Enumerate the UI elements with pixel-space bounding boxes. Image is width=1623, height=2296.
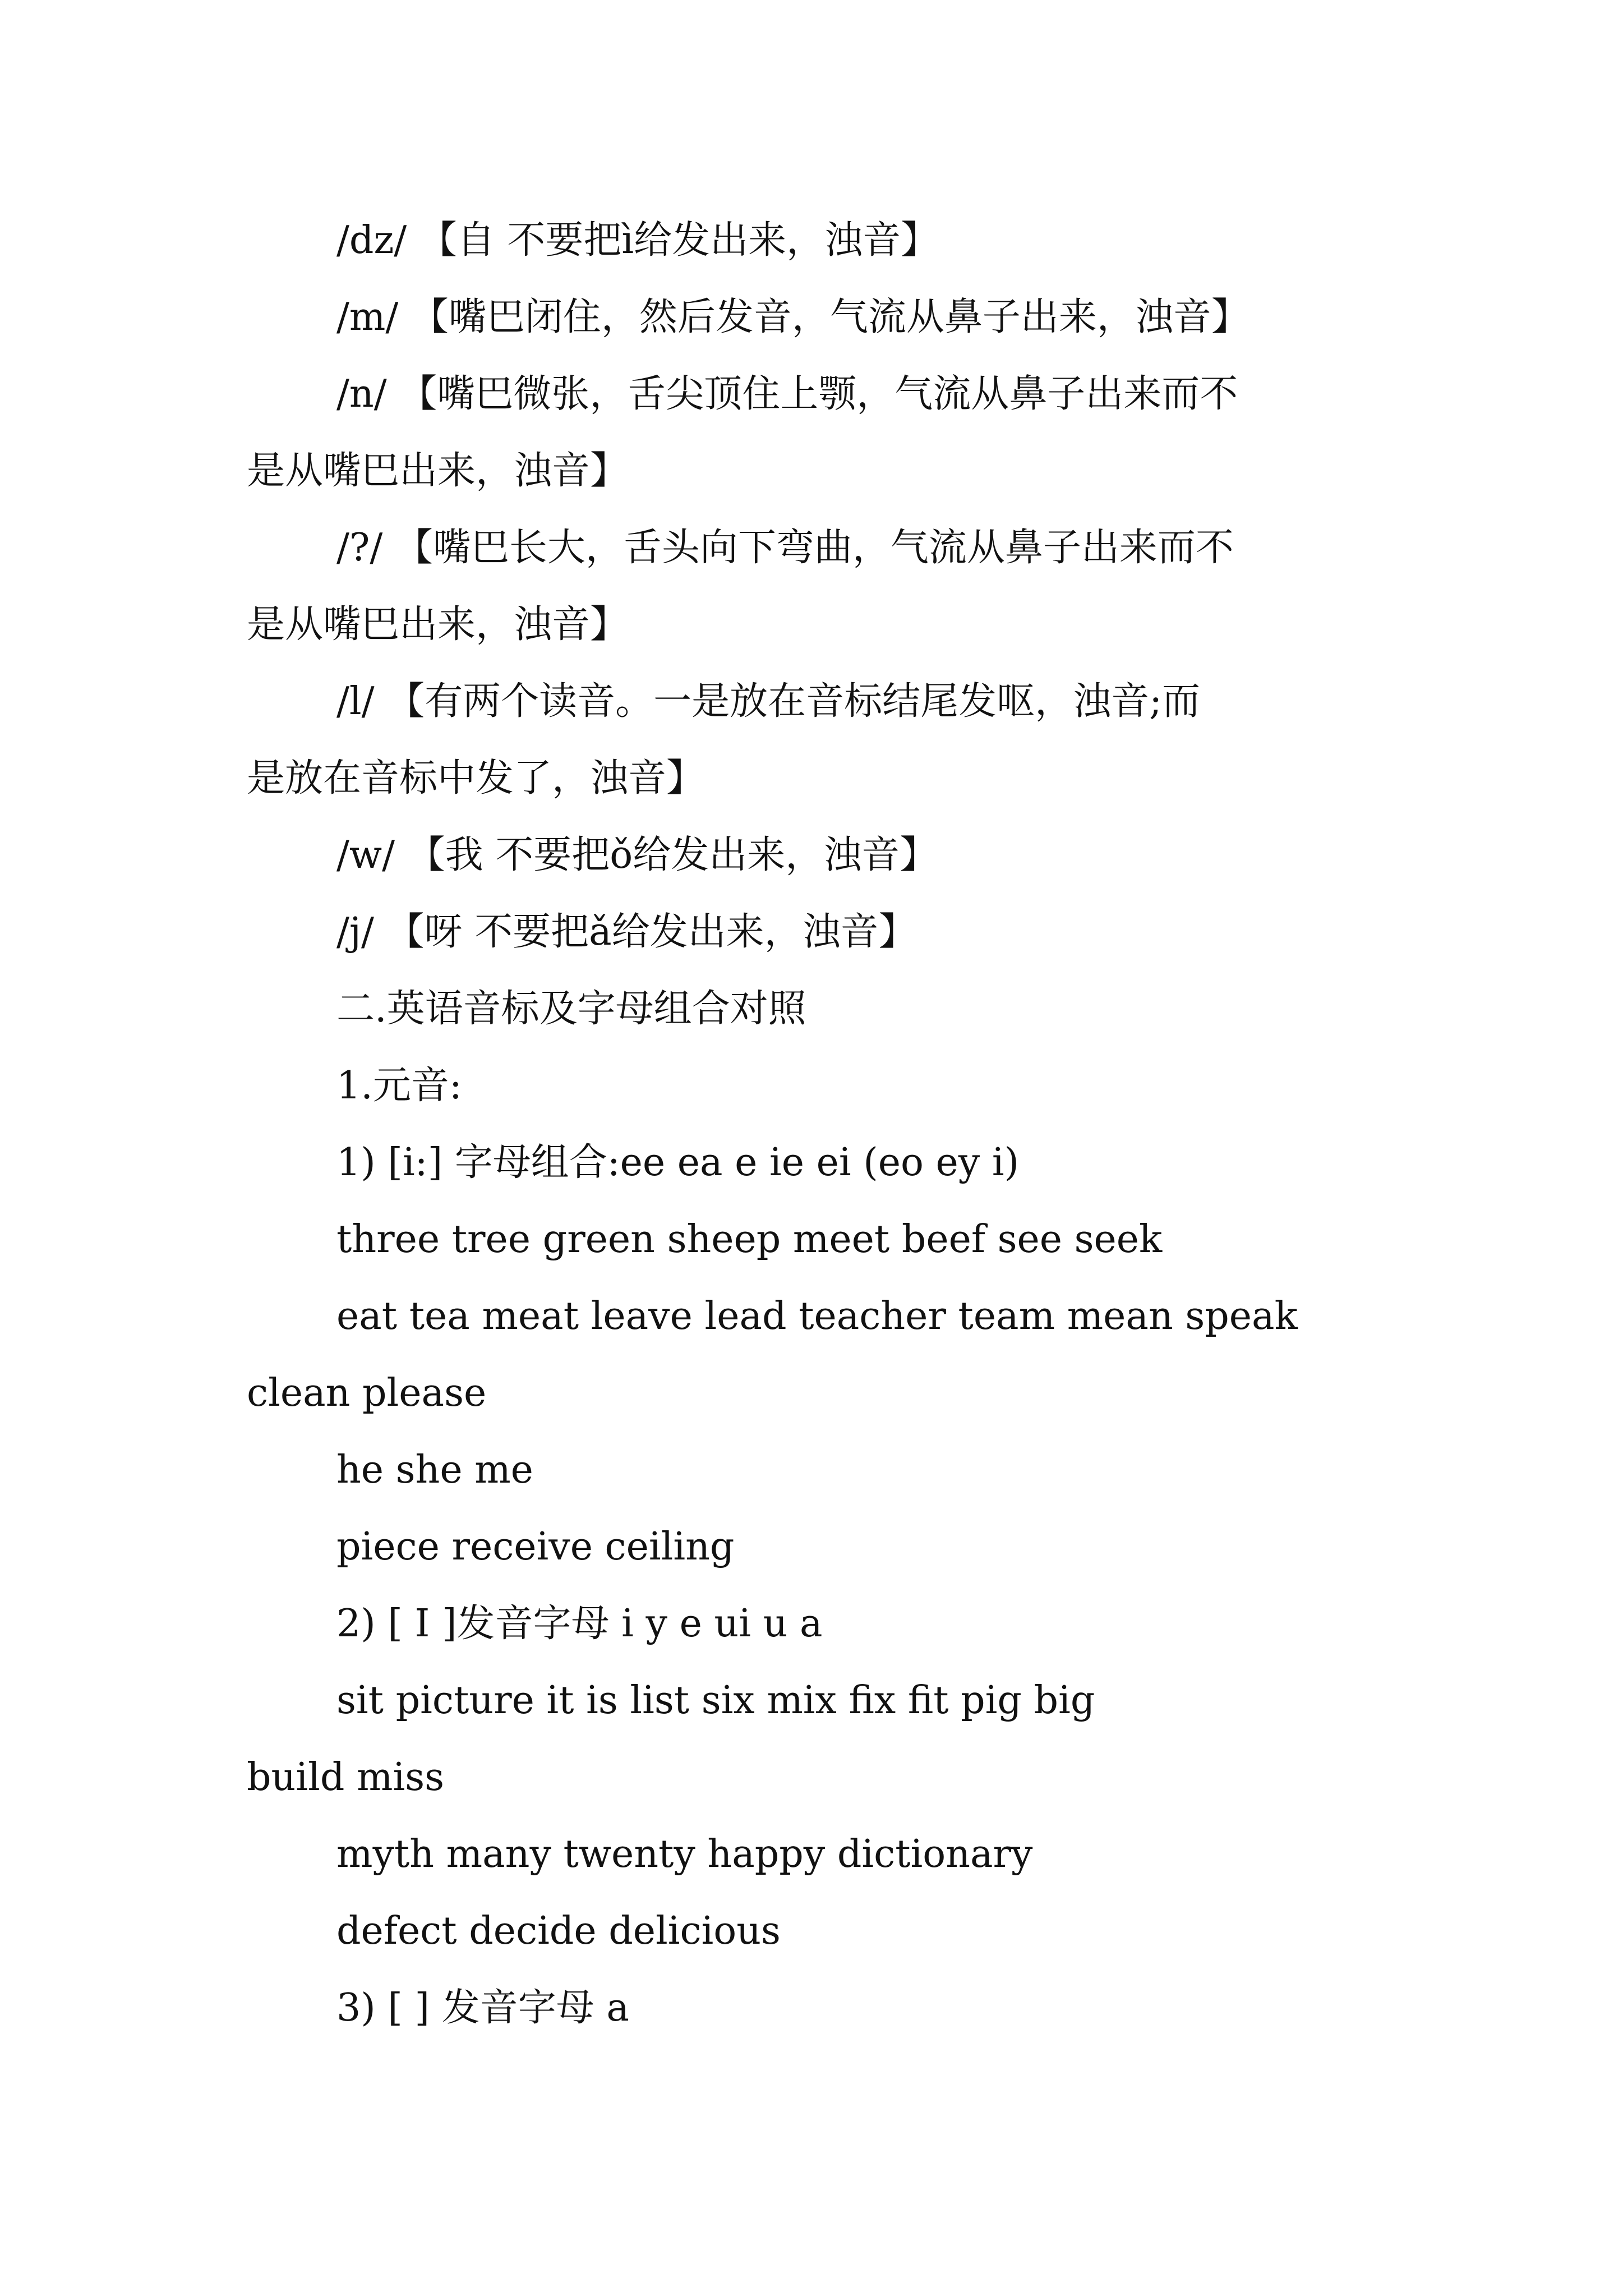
word-list: sit picture it is list six mix fix fit pig big: [336, 1678, 1095, 1723]
text-line: 是从嘴巴出来，浊音】: [247, 449, 629, 493]
text-line: 是从嘴巴出来，浊音】: [247, 602, 629, 647]
text-line: /dz/ 【自 不要把ì给发出来，浊音】: [336, 218, 939, 263]
word-list: build miss: [247, 1755, 444, 1800]
text-line: /j/ 【呀 不要把ǎ给发出来，浊音】: [336, 910, 917, 954]
document-body: [247, 202, 1396, 2046]
list-item-heading: 2) [ I ]发音字母 i y e ui u a: [336, 1602, 823, 1646]
subsection-heading: 1.元音:: [336, 1064, 462, 1108]
text-line: /m/ 【嘴巴闭住，然后发音，气流从鼻子出来，浊音】: [336, 295, 1249, 339]
word-list: eat tea meat leave lead teacher team mean speak: [336, 1294, 1298, 1338]
text-line: /n/ 【嘴巴微张，舌尖顶住上颚，气流从鼻子出来而不: [336, 372, 1238, 416]
word-list: myth many twenty happy dictionary: [336, 1832, 1033, 1876]
word-list: piece receive ceiling: [336, 1525, 735, 1569]
word-list: he she me: [336, 1448, 533, 1492]
word-list: clean please: [247, 1371, 487, 1415]
section-heading: 二.英语音标及字母组合对照: [336, 987, 806, 1031]
text-line: /?/ 【嘴巴长大，舌头向下弯曲，气流从鼻子出来而不: [336, 526, 1234, 570]
word-list: three tree green sheep meet beef see seek: [336, 1217, 1163, 1262]
text-line: /l/ 【有两个读音。一是放在音标结尾发呕，浊音;而: [336, 679, 1201, 724]
list-item-heading: 1) [i:] 字母组合:ee ea e ie ei (eo ey i): [336, 1140, 1020, 1185]
text-line: /w/ 【我 不要把ǒ给发出来，浊音】: [336, 833, 938, 877]
list-item-heading: 3) [ ] 发音字母 a: [336, 1986, 629, 2030]
text-line: 是放在音标中发了，浊音】: [247, 756, 705, 800]
word-list: defect decide delicious: [336, 1909, 781, 1953]
